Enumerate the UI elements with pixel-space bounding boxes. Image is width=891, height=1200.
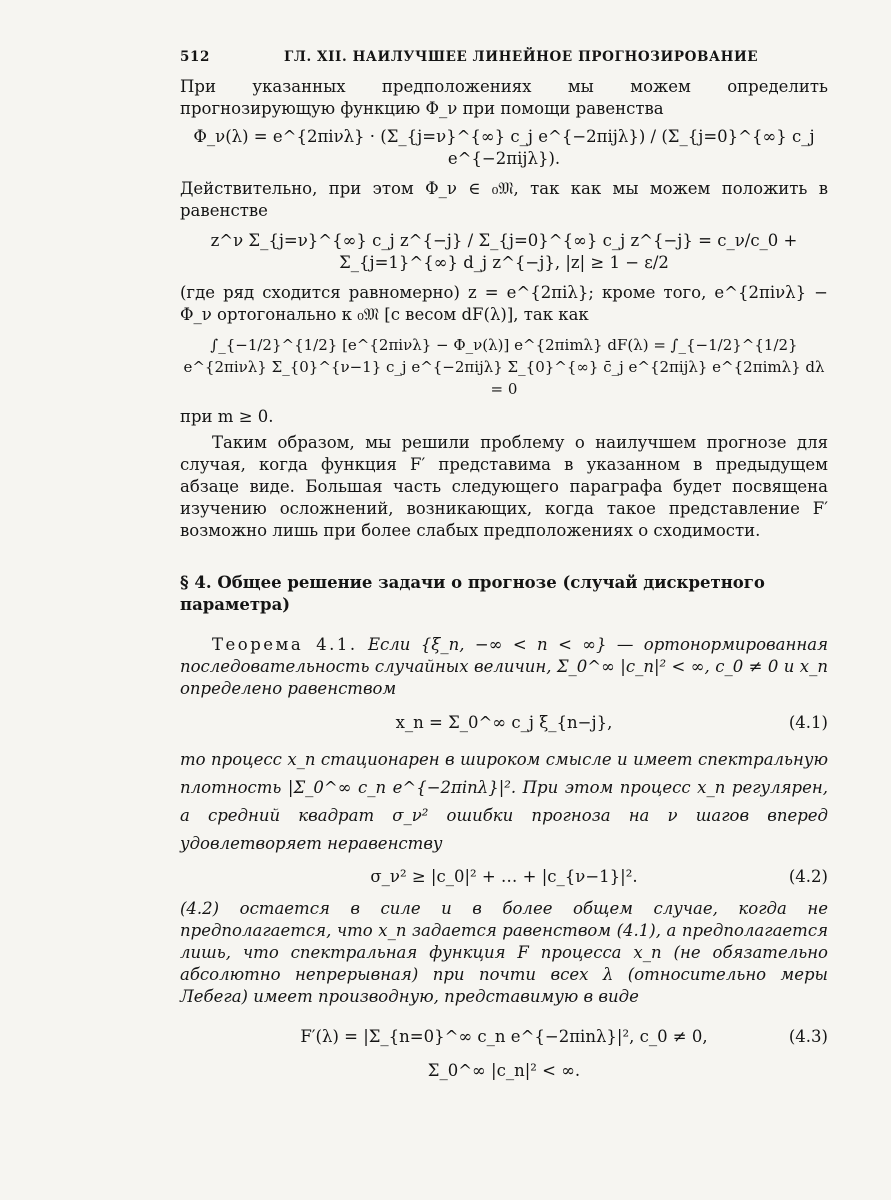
- equation-z: [180, 230, 828, 274]
- theorem-label: Теорема 4.1.: [212, 635, 358, 654]
- paragraph-5: Таким образом, мы решили проблему о наилучшем прогнозе для случая, когда функция F′ представима в указанном в предыдущем абзаце виде. Большая часть следующего параграфа будет посвящена изучению осложнений, возникающих, когда такое представление F′ возможно лишь при более слабых предположениях о сходимости.: [180, 433, 828, 540]
- equation-phi-text: Φ_ν(λ) = e^{2πiνλ} · (Σ_{j=ν}^{∞} c_j e^{−2πijλ}) / (Σ_{j=0}^{∞} c_j e^{−2πijλ}).: [193, 127, 815, 168]
- book-page: [180, 46, 828, 1082]
- theorem-text-1: Если {ξ_n, −∞ < n < ∞} — ортонормированная последовательность случайных величин, Σ_0^∞ |c_n|² < ∞, c_0 ≠ 0 и x_n определено равенством: [180, 635, 828, 698]
- equation-integral: [180, 334, 828, 400]
- running-title: ГЛ. XII. НАИЛУЧШЕЕ ЛИНЕЙНОЕ ПРОГНОЗИРОВАНИЕ: [284, 49, 759, 65]
- equation-4-3: [180, 1026, 828, 1048]
- section-title: § 4. Общее решение задачи о прогнозе (случай дискретного параметра): [180, 573, 765, 614]
- paragraph-4: при m ≥ 0.: [180, 407, 274, 426]
- equation-4-2-number: (4.2): [788, 867, 828, 886]
- theorem-text-3: (4.2) остается в силе и в более общем случае, когда не предполагается, что x_n задается равенством (4.1), а предполагается лишь, что спектральная функция F процесса x_n (не обязательно абсолютно непрерывная) при почти всех λ (относительно меры Лебега) имеет производную, представимую в виде: [180, 899, 828, 1006]
- equation-4-1: [180, 712, 828, 734]
- equation-4-1-number: (4.1): [788, 713, 828, 732]
- equation-4-3-text: F′(λ) = |Σ_{n=0}^∞ c_n e^{−2πinλ}|², c_0 ≠ 0,: [300, 1027, 708, 1046]
- equation-integral-text: ∫_{−1/2}^{1/2} [e^{2πiνλ} − Φ_ν(λ)] e^{2πimλ} dF(λ) = ∫_{−1/2}^{1/2} e^{2πiνλ} Σ_{0}^{ν−1} c_j e^{−2πijλ} Σ_{0}^{∞} c̄_j e^{2πijλ} e^{2πimλ} dλ = 0: [183, 336, 825, 398]
- page-number: 512: [180, 49, 210, 65]
- equation-phi: [180, 126, 828, 170]
- equation-4-3-condition-text: Σ_0^∞ |c_n|² < ∞.: [427, 1061, 581, 1080]
- paragraph-1: При указанных предположениях мы можем определить прогнозирующую функцию Φ_ν при помощи равенства: [180, 77, 828, 118]
- paragraph-3: (где ряд сходится равномерно) z = e^{2πiλ}; кроме того, e^{2πiνλ} − Φ_ν ортогонально к ₀𝔐 [с весом dF(λ)], так как: [180, 283, 828, 324]
- equation-4-1-text: x_n = Σ_0^∞ c_j ξ_{n−j},: [395, 713, 613, 732]
- equation-4-2: [180, 866, 828, 888]
- equation-4-3-number: (4.3): [788, 1027, 828, 1046]
- equation-z-text: z^ν Σ_{j=ν}^{∞} c_j z^{−j} / Σ_{j=0}^{∞} c_j z^{−j} = c_ν/c_0 + Σ_{j=1}^{∞} d_j z^{−j}, |z| ≥ 1 − ε/2: [210, 231, 798, 272]
- equation-4-2-text: σ_ν² ≥ |c_0|² + … + |c_{ν−1}|².: [370, 867, 638, 886]
- paragraph-2: Действительно, при этом Φ_ν ∈ ₀𝔐, так как мы можем положить в равенстве: [180, 179, 828, 220]
- equation-4-3-condition: [180, 1060, 828, 1082]
- page-header: [180, 46, 828, 70]
- theorem-text-2: то процесс x_n стационарен в широком смысле и имеет спектральную плотность |Σ_0^∞ c_n e^{−2πinλ}|². При этом процесс x_n регулярен, а средний квадрат σ_ν² ошибки прогноза на ν шагов вперед удовлетворяет неравенству: [180, 750, 828, 853]
- theorem-statement-1: [180, 634, 828, 700]
